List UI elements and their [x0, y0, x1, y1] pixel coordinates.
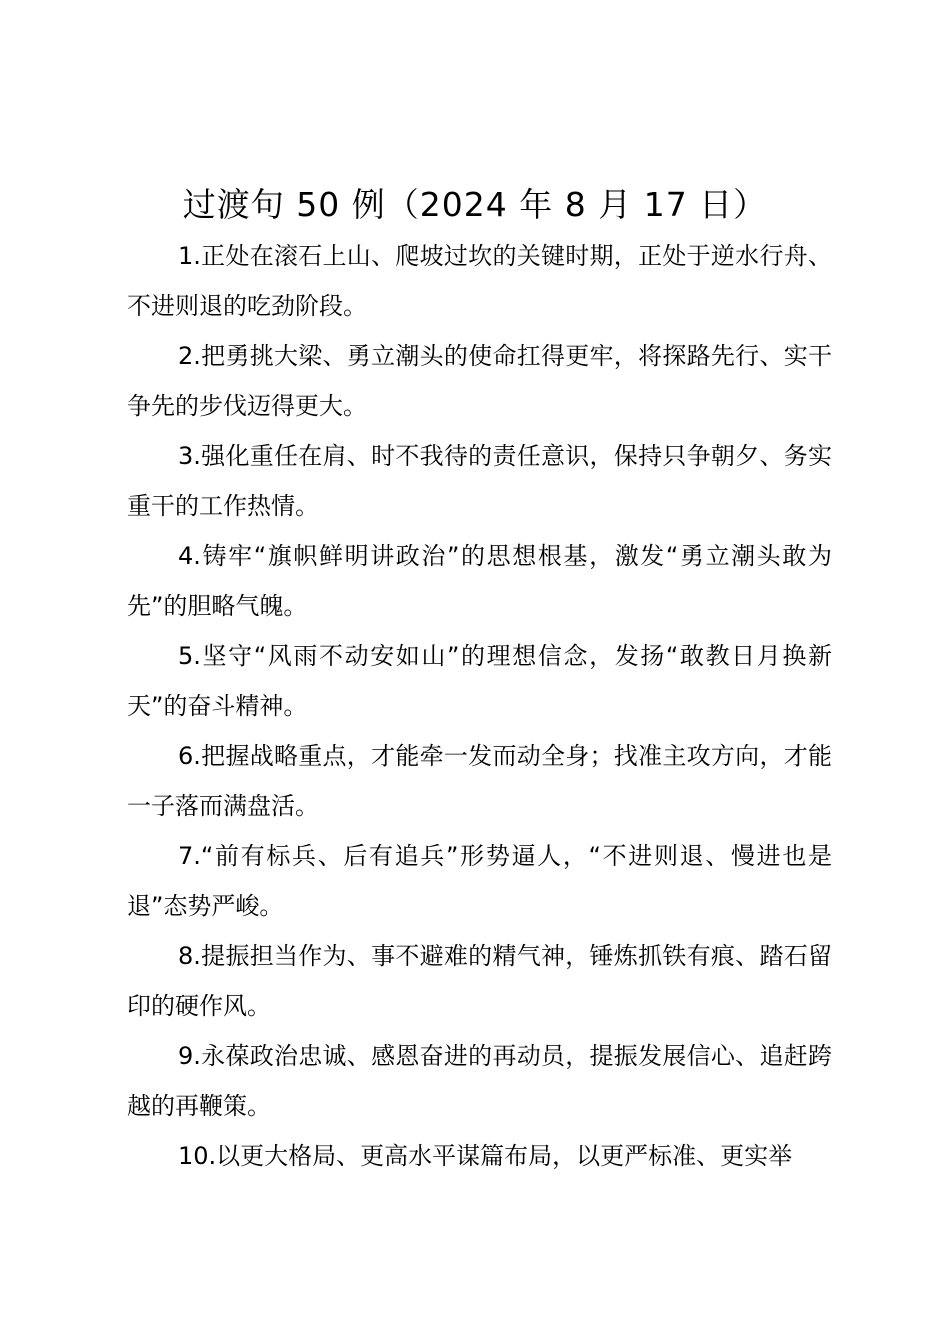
- paragraph-7: 7.“前有标兵、后有追兵”形势逼人，“不进则退、慢进也是退”态势严峻。: [127, 842, 832, 920]
- paragraph-4: 4.铸牢“旗帜鲜明讲政治”的思想根基，激发“勇立潮头敢为先”的胆略气魄。: [127, 542, 832, 620]
- paragraph-5: 5.坚守“风雨不动安如山”的理想信念，发扬“敢教日月换新天”的奋斗精神。: [127, 642, 832, 720]
- document-title: 过渡句 50 例（2024 年 8 月 17 日）: [182, 185, 768, 224]
- paragraph-10: 10.以更大格局、更高水平谋篇布局，以更严标准、更实举: [178, 1142, 793, 1170]
- paragraph-1: 1.正处在滚石上山、爬坡过坎的关键时期，正处于逆水行舟、不进则退的吃劲阶段。: [127, 242, 832, 320]
- paragraph-8: 8.提振担当作为、事不避难的精气神，锤炼抓铁有痕、踏石留印的硬作风。: [127, 942, 832, 1020]
- paragraph-2: 2.把勇挑大梁、勇立潮头的使命扛得更牢，将探路先行、实干争先的步伐迈得更大。: [127, 342, 832, 420]
- paragraph-9: 9.永葆政治忠诚、感恩奋进的再动员，提振发展信心、追赶跨越的再鞭策。: [127, 1042, 832, 1120]
- paragraph-6: 6.把握战略重点，才能牵一发而动全身；找准主攻方向，才能一子落而满盘活。: [127, 742, 832, 820]
- document-body: [127, 231, 832, 1181]
- paragraph-3: 3.强化重任在肩、时不我待的责任意识，保持只争朝夕、务实重干的工作热情。: [127, 442, 832, 520]
